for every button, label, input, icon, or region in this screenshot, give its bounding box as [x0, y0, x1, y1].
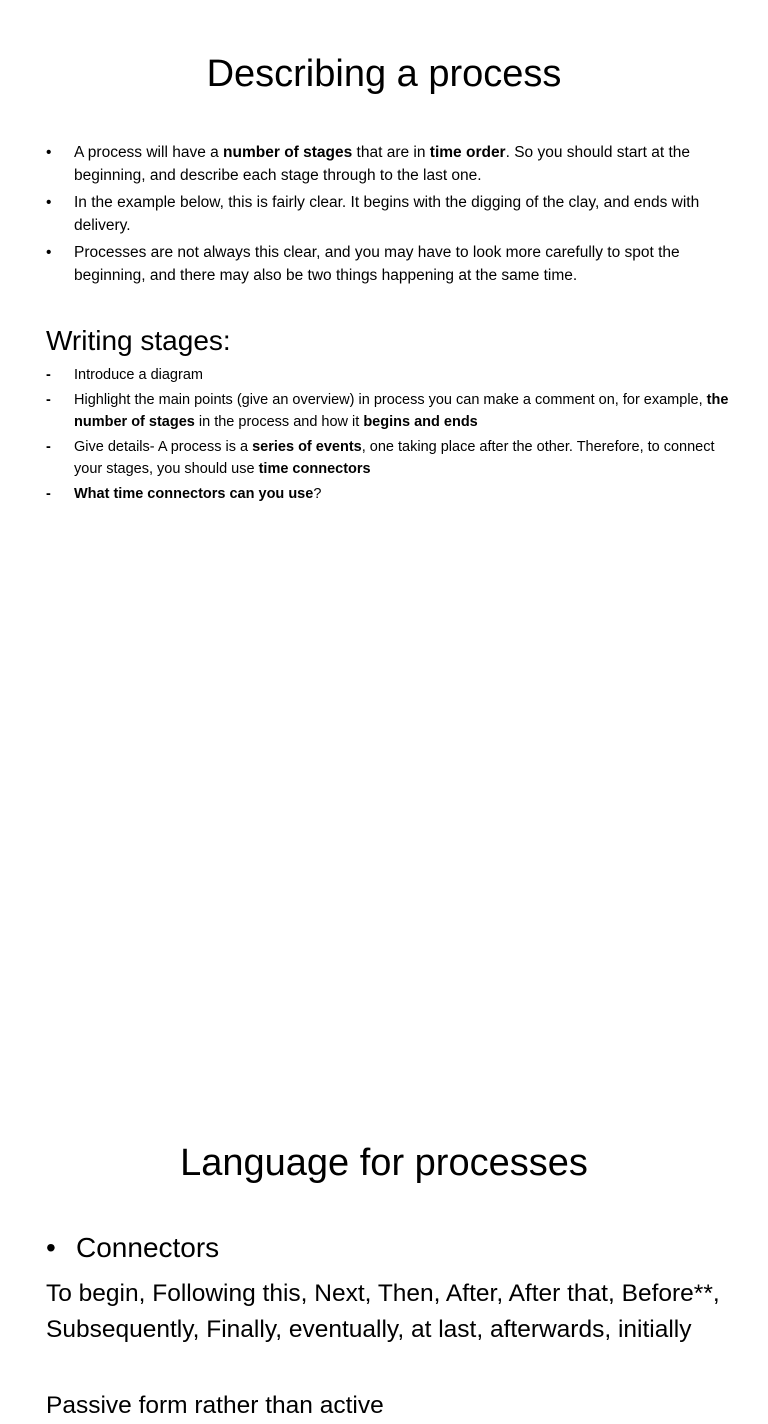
- dash-icon: -: [46, 392, 51, 408]
- list-item: - Introduce a diagram: [46, 364, 736, 386]
- section-heading: Writing stages:: [46, 325, 231, 356]
- dash-icon: -: [46, 367, 51, 383]
- bullet-icon: •: [46, 194, 52, 211]
- connectors-list: To begin, Following this, Next, Then, After, After that, Before**, Subsequently, Finally, eventually, at last, afterwards, initially: [46, 1280, 720, 1343]
- list-item: - What time connectors can you use?: [46, 483, 736, 505]
- list-item: - Highlight the main points (give an overview) in process you can make a comment on, for example, the number of stages in the process and how it begins and ends: [46, 389, 736, 433]
- intro-bullet-list: [46, 141, 736, 291]
- connectors-bullet: • Connectors: [46, 1230, 219, 1266]
- list-item: - Give details- A process is a series of events, one taking place after the other. Therefore, to connect your stages, you should use time connectors: [46, 436, 736, 480]
- dash-icon: -: [46, 439, 51, 455]
- list-item: • In the example below, this is fairly clear. It begins with the digging of the clay, and ends with delivery.: [46, 191, 736, 237]
- bullet-icon: •: [46, 244, 52, 261]
- passive-note: Passive form rather than active: [46, 1392, 384, 1419]
- slide-2: [0, 512, 768, 1419]
- slide-1: [0, 0, 768, 512]
- list-item: • Processes are not always this clear, and you may have to look more carefully to spot the beginning, and there may also be two things happening at the same time.: [46, 241, 736, 287]
- dash-icon: -: [46, 486, 51, 502]
- bullet-icon: •: [46, 1232, 56, 1263]
- list-item: • A process will have a number of stages that are in time order. So you should start at the beginning, and describe each stage through to the last one.: [46, 141, 736, 187]
- bullet-icon: •: [46, 144, 52, 161]
- stages-list: [46, 364, 736, 508]
- slide-title: Describing a process: [206, 53, 562, 95]
- slide-title: Language for processes: [180, 1142, 588, 1184]
